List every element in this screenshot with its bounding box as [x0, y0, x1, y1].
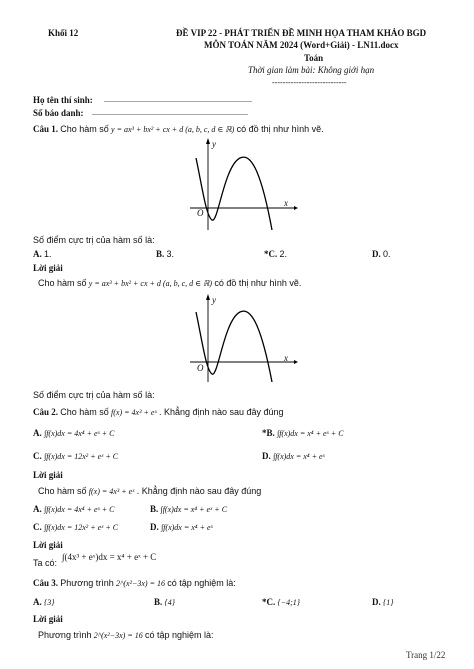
q2-answer-b-value: ∫f(x)dx = x⁴ + eˣ + C — [277, 429, 344, 438]
q2-answer-a[interactable] — [33, 428, 115, 439]
q3-answer-a[interactable] — [33, 597, 54, 608]
x-axis-arrow — [294, 360, 298, 364]
q1-solution-text-post: có đồ thị như hình vẽ. — [214, 278, 302, 288]
subject-label: Toán — [304, 53, 324, 63]
question-2-formula: f(x) = 4x³ + eˣ — [111, 408, 157, 417]
q2-sol-answer-d-letter: D. — [150, 522, 159, 532]
q3-solution-label: Lời giải — [33, 614, 63, 624]
q2-sol-answer-a-value: ∫f(x)dx = 4x⁴ + eˣ + C — [44, 505, 115, 514]
q2-sol-answer-d-value: ∫f(x)dx = x⁴ + eˣ — [161, 523, 213, 532]
q3-answer-b-letter: B. — [154, 597, 163, 607]
q1-answer-c-letter: *C. — [264, 249, 278, 259]
q1-solution-prompt: Số điểm cực trị của hàm số là: — [33, 390, 155, 400]
q3-answer-a-letter: A. — [33, 597, 42, 607]
q1-answer-d-value: 0. — [383, 249, 391, 259]
question-3-text-post: có tập nghiệm là: — [167, 578, 236, 588]
student-id-label: Số báo danh: — [33, 108, 84, 118]
q3-answer-c-letter: *C. — [262, 597, 276, 607]
q2-sol-answer-c — [33, 522, 118, 533]
graph2-origin-label: O — [197, 363, 204, 373]
q2-answer-d[interactable] — [262, 451, 325, 462]
question-3-label: Câu 3. — [33, 578, 59, 588]
student-name-label: Họ tên thí sinh: — [33, 95, 93, 105]
question-2-label: Câu 2. — [33, 407, 59, 417]
graph1-x-label: x — [284, 198, 288, 208]
q2-solution-text-pre: Cho hàm số — [38, 486, 87, 496]
graph2-y-label: y — [212, 295, 216, 305]
graph1-origin-label: O — [197, 208, 204, 218]
x-axis-arrow — [294, 206, 298, 210]
q1-answer-c-value: 2. — [279, 249, 288, 259]
q2-sol-answer-d — [150, 522, 213, 533]
exam-title-line2: MÔN TOÁN NĂM 2024 (Word+Giải) - LN11.docx — [204, 40, 399, 50]
q3-answer-d-letter: D. — [372, 597, 381, 607]
q3-answer-b-value: {4} — [164, 598, 175, 607]
q3-answer-c-value: {−4;1} — [277, 598, 300, 607]
q2-answer-c-letter: C. — [33, 451, 42, 461]
q2-answer-b-letter: *B. — [262, 428, 275, 438]
q1-answer-d-letter: D. — [372, 249, 381, 259]
question-1-prompt: Số điểm cực trị của hàm số là: — [33, 235, 155, 245]
question-2-text-post: . Khẳng định nào sau đây đúng — [158, 407, 284, 417]
q2-sol-answer-a — [33, 504, 115, 515]
q1-solution-text-pre: Cho hàm số — [38, 278, 87, 288]
q1-answer-c[interactable] — [264, 249, 287, 260]
header-divider: ---------------------------- — [272, 78, 347, 87]
cubic-curve — [196, 311, 272, 382]
q2-sol-answer-c-letter: C. — [33, 522, 42, 532]
q1-answer-b-letter: B. — [156, 249, 165, 259]
q2-answer-d-value: ∫f(x)dx = x⁴ + eˣ — [273, 452, 325, 461]
question-2-text-pre: Cho hàm số — [60, 407, 109, 417]
graph1-y-label: y — [212, 139, 216, 149]
exam-title-line1: ĐỀ VIP 22 - PHÁT TRIỂN ĐỀ MINH HỌA THAM KHẢO BGD — [176, 28, 427, 38]
student-id-dots: .............................................................................. — [92, 108, 248, 117]
question-1-label: Câu 1. — [33, 124, 59, 134]
q2-answer-c[interactable] — [33, 451, 118, 462]
time-limit: Thời gian làm bài: Không giới hạn — [248, 65, 375, 75]
y-axis-arrow — [206, 294, 210, 300]
q2-sol-answer-a-letter: A. — [33, 504, 42, 514]
q3-answer-b[interactable] — [154, 597, 175, 608]
q1-answer-b[interactable] — [156, 249, 174, 260]
q1-answer-b-value: 3. — [166, 249, 175, 259]
question-1-text-post: có đồ thị như hình vẽ. — [236, 124, 324, 134]
q1-solution-label: Lời giải — [33, 263, 63, 273]
q1-answer-d[interactable] — [372, 249, 391, 260]
grade-label: Khối 12 — [48, 28, 79, 38]
q3-answer-c[interactable] — [262, 597, 300, 608]
q2-sol-answer-b — [150, 504, 227, 515]
q2-ta-co-label: Ta có: — [33, 558, 58, 568]
cubic-curve — [196, 157, 272, 230]
question-3-text-pre: Phương trình — [60, 578, 114, 588]
q2-solution-text-post: . Khẳng định nào sau đây đúng — [136, 486, 262, 496]
q1-solution-formula: y = ax³ + bx² + cx + d (a, b, c, d ∈ ℝ) — [88, 279, 213, 288]
q3-answer-d[interactable] — [372, 597, 393, 608]
question-1 — [33, 124, 324, 135]
cubic-graph-2 — [188, 292, 298, 382]
q2-solution-label: Lời giải — [33, 470, 63, 480]
q3-solution-text — [38, 630, 214, 641]
question-1-text-pre: Cho hàm số — [60, 124, 109, 134]
q1-answer-a[interactable] — [33, 249, 52, 260]
question-2 — [33, 407, 284, 418]
student-name-dots: .......................................................................... — [104, 95, 252, 104]
q3-answer-a-value: {3} — [44, 598, 55, 607]
q2-answer-c-value: ∫f(x)dx = 12x² + eˣ + C — [44, 452, 119, 461]
q1-answer-a-letter: A. — [33, 249, 42, 259]
question-1-formula: y = ax³ + bx² + cx + d (a, b, c, d ∈ ℝ) — [111, 125, 235, 134]
q2-ta-co — [33, 558, 57, 569]
q3-answer-d-value: {1} — [383, 598, 394, 607]
q2-solution2-label: Lời giải — [33, 540, 63, 550]
question-3 — [33, 578, 236, 589]
q2-sol-answer-b-letter: B. — [150, 504, 159, 514]
q2-sol-answer-c-value: ∫f(x)dx = 12x² + eˣ + C — [44, 523, 119, 532]
q2-answer-a-value: ∫f(x)dx = 4x⁴ + eˣ + C — [44, 429, 115, 438]
q3-solution-formula: 2^(x²−3x) = 16 — [93, 631, 143, 640]
q2-solution-text — [38, 486, 261, 497]
q2-ta-co-formula: ∫(4x³ + eˣ)dx = x⁴ + eˣ + C — [62, 552, 157, 562]
page-number: Trang 1/22 — [406, 650, 446, 660]
q2-answer-a-letter: A. — [33, 428, 42, 438]
q1-solution-text — [38, 278, 301, 289]
q2-sol-answer-b-value: ∫f(x)dx = x⁴ + eˣ + C — [160, 505, 228, 514]
q2-solution-formula: f(x) = 4x³ + eˣ — [88, 487, 135, 496]
cubic-graph-1 — [188, 136, 298, 230]
q3-solution-text-pre: Phương trình — [38, 630, 92, 640]
graph2-x-label: x — [284, 353, 288, 363]
q2-answer-b[interactable] — [262, 428, 344, 439]
question-3-formula: 2^(x²−3x) = 16 — [115, 579, 165, 588]
q3-solution-text-post: có tập nghiệm là: — [144, 630, 214, 640]
q2-answer-d-letter: D. — [262, 451, 271, 461]
y-axis-arrow — [206, 138, 210, 144]
q1-answer-a-value: 1. — [44, 249, 52, 259]
